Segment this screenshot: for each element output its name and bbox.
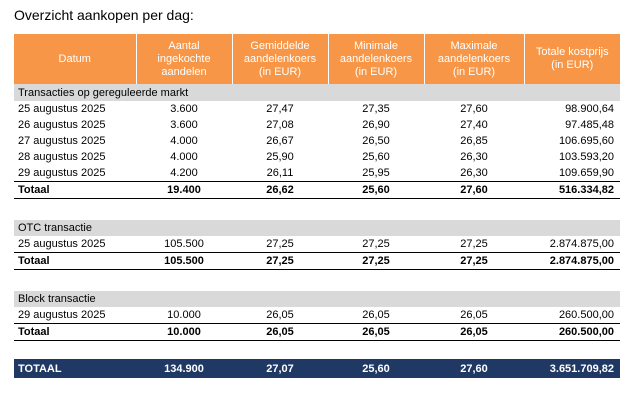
table-row: [14, 117, 620, 133]
cell-total: 516.334,82: [524, 182, 620, 199]
cell-min: 27,35: [362, 103, 390, 115]
cell-avg: 27,08: [266, 119, 294, 131]
cell-avg: 26,67: [266, 135, 294, 147]
cell-min: 26,90: [362, 119, 390, 131]
section-label: Transacties op gereguleerde markt: [14, 84, 620, 101]
section-label: OTC transactie: [14, 220, 620, 236]
cell-avg: 26,11: [266, 167, 294, 179]
header-avg-price: Gemiddelde aandelenkoers (in EUR): [232, 34, 328, 84]
cell-max: 27,60: [460, 103, 488, 115]
table-row: [14, 165, 620, 182]
cell-avg: 27,25: [232, 253, 328, 270]
total-row: [14, 324, 620, 341]
cell-date: 27 augustus 2025: [18, 135, 106, 147]
cell-avg: 27,47: [266, 103, 294, 115]
cell-date: 29 augustus 2025: [18, 167, 106, 179]
cell-total: 3.651.709,82: [524, 359, 620, 378]
page-title: Overzicht aankopen per dag:: [14, 7, 194, 23]
cell-min: 25,60: [328, 182, 424, 199]
table-row: [14, 133, 620, 149]
cell-max: 26,30: [460, 167, 488, 179]
cell-shares: 4.000: [170, 135, 198, 147]
cell-date: 25 augustus 2025: [18, 103, 106, 115]
header-date: Datum: [14, 34, 136, 84]
cell-avg: 25,90: [266, 151, 294, 163]
cell-avg: 27,25: [266, 238, 294, 250]
cell-total-label: Totaal: [14, 182, 136, 199]
cell-min: 26,50: [362, 135, 390, 147]
cell-grand-label: TOTAAL: [14, 359, 136, 378]
cell-shares: 105.500: [164, 238, 204, 250]
cell-min: 25,60: [328, 359, 424, 378]
cell-min: 25,95: [362, 167, 390, 179]
cell-date: 26 augustus 2025: [18, 119, 106, 131]
header-row: [14, 34, 620, 84]
cell-shares: 19.400: [136, 182, 232, 199]
cell-shares: 4.000: [170, 151, 198, 163]
table-row: [14, 101, 620, 117]
cell-avg: 26,05: [266, 309, 294, 321]
cell-avg: 26,05: [232, 324, 328, 341]
cell-total: 97.485,48: [565, 119, 614, 131]
cell-total: 2.874.875,00: [549, 238, 614, 250]
cell-total: 109.659,90: [558, 167, 614, 179]
total-row: [14, 182, 620, 199]
cell-total-label: Totaal: [14, 253, 136, 270]
table-row: [14, 149, 620, 165]
cell-shares: 10.000: [167, 309, 201, 321]
spacer-row: [14, 199, 620, 221]
cell-max: 26,05: [424, 324, 524, 341]
cell-max: 27,40: [460, 119, 488, 131]
cell-max: 27,25: [460, 238, 488, 250]
cell-total: 260.500,00: [524, 324, 620, 341]
cell-max: 26,85: [460, 135, 488, 147]
cell-shares: 4.200: [170, 167, 198, 179]
table-row: [14, 307, 620, 324]
cell-avg: 27,07: [232, 359, 328, 378]
cell-max: 27,25: [424, 253, 524, 270]
section-label: Block transactie: [14, 291, 620, 307]
total-row: [14, 253, 620, 270]
cell-total: 106.695,60: [558, 135, 614, 147]
cell-date: 28 augustus 2025: [18, 151, 106, 163]
cell-total: 103.593,20: [558, 151, 614, 163]
cell-shares: 105.500: [136, 253, 232, 270]
grand-total-row: [14, 359, 620, 378]
cell-shares: 134.900: [136, 359, 232, 378]
cell-date: 25 augustus 2025: [18, 238, 106, 250]
cell-min: 25,60: [362, 151, 390, 163]
spacer-row: [14, 270, 620, 292]
header-total-cost: Totale kostprijs (in EUR): [524, 34, 620, 84]
header-max-price: Maximale aandelenkoers (in EUR): [424, 34, 524, 84]
header-min-price: Minimale aandelenkoers (in EUR): [328, 34, 424, 84]
cell-total: 2.874.875,00: [524, 253, 620, 270]
section-header: [14, 84, 620, 101]
header-shares: Aantal ingekochte aandelen: [136, 34, 232, 84]
spacer-row: [14, 341, 620, 360]
cell-shares: 10.000: [136, 324, 232, 341]
cell-shares: 3.600: [170, 103, 198, 115]
cell-min: 26,05: [362, 309, 390, 321]
cell-min: 27,25: [362, 238, 390, 250]
cell-max: 27,60: [424, 182, 524, 199]
cell-max: 27,60: [424, 359, 524, 378]
cell-total: 98.900,64: [565, 103, 614, 115]
cell-date: 29 augustus 2025: [18, 309, 106, 321]
cell-max: 26,05: [460, 309, 488, 321]
purchases-table: [14, 34, 620, 378]
cell-min: 26,05: [328, 324, 424, 341]
section-header: [14, 291, 620, 307]
cell-avg: 26,62: [232, 182, 328, 199]
cell-max: 26,30: [460, 151, 488, 163]
section-header: [14, 220, 620, 236]
cell-shares: 3.600: [170, 119, 198, 131]
cell-total: 260.500,00: [558, 309, 614, 321]
table-row: [14, 236, 620, 253]
cell-min: 27,25: [328, 253, 424, 270]
cell-total-label: Totaal: [14, 324, 136, 341]
